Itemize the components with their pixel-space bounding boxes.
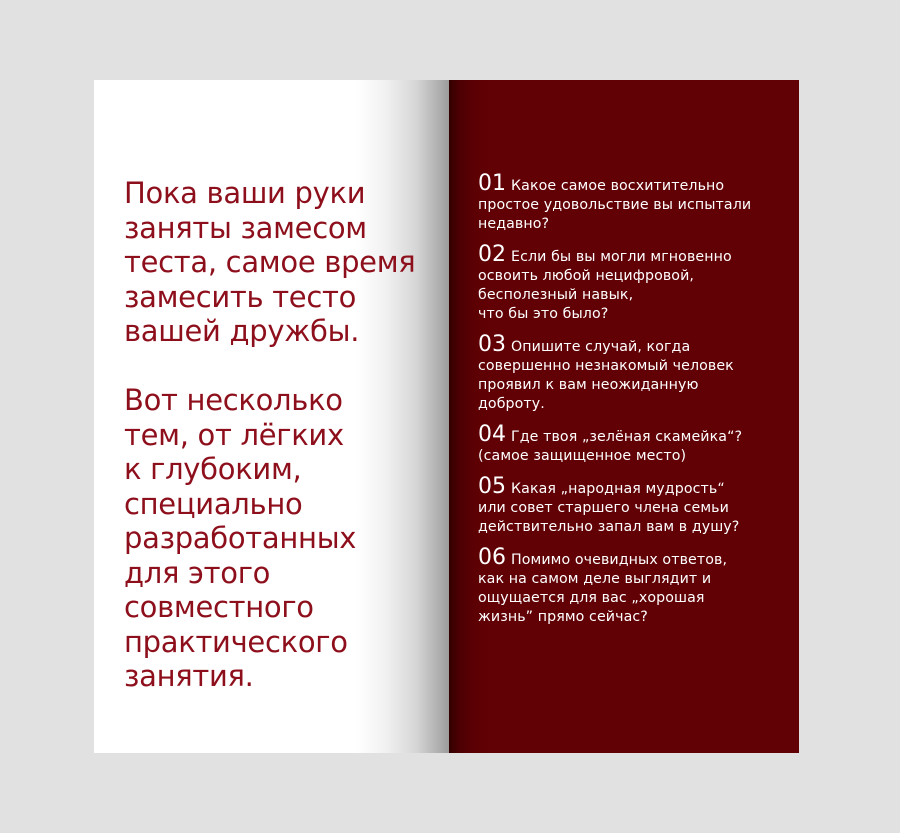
question-text: Если бы вы могли мгновенно освоить любой нецифровой, бесполезный навык, что бы это было?	[478, 249, 732, 322]
question-number: 04	[478, 422, 506, 447]
question-item	[478, 545, 788, 627]
question-number: 01	[478, 171, 506, 196]
intro-text	[124, 176, 442, 694]
question-item	[478, 474, 788, 537]
question-list	[478, 171, 788, 627]
question-text: Какая „народная мудрость“ или совет старшего члена семьи действительно запал вам в душу?	[478, 481, 740, 535]
question-text: Какое самое восхитительно простое удовольствие вы испытали недавно?	[478, 178, 752, 232]
question-number: 02	[478, 242, 506, 267]
question-item	[478, 171, 788, 234]
question-number: 05	[478, 474, 506, 499]
question-text: Где твоя „зелёная скамейка“? (самое защищенное место)	[478, 429, 743, 464]
intro-paragraph: Пока ваши руки заняты замесом теста, самое время замесить тесто вашей дружбы.	[124, 176, 416, 348]
question-number: 03	[478, 332, 506, 357]
question-item	[478, 242, 788, 324]
question-text: Помимо очевидных ответов, как на самом деле выглядит и ощущается для вас „хорошая жизнь” прямо сейчас?	[478, 552, 728, 625]
intro-paragraph: Вот несколько тем, от лёгких к глубоким, специально разработанных для этого совместного практического занятия.	[124, 383, 357, 693]
booklet-spread	[94, 80, 799, 753]
question-item	[478, 332, 788, 414]
question-item	[478, 422, 788, 466]
question-number: 06	[478, 545, 506, 570]
question-text: Опишите случай, когда совершенно незнакомый человек проявил к вам неожиданную доброту.	[478, 339, 734, 412]
